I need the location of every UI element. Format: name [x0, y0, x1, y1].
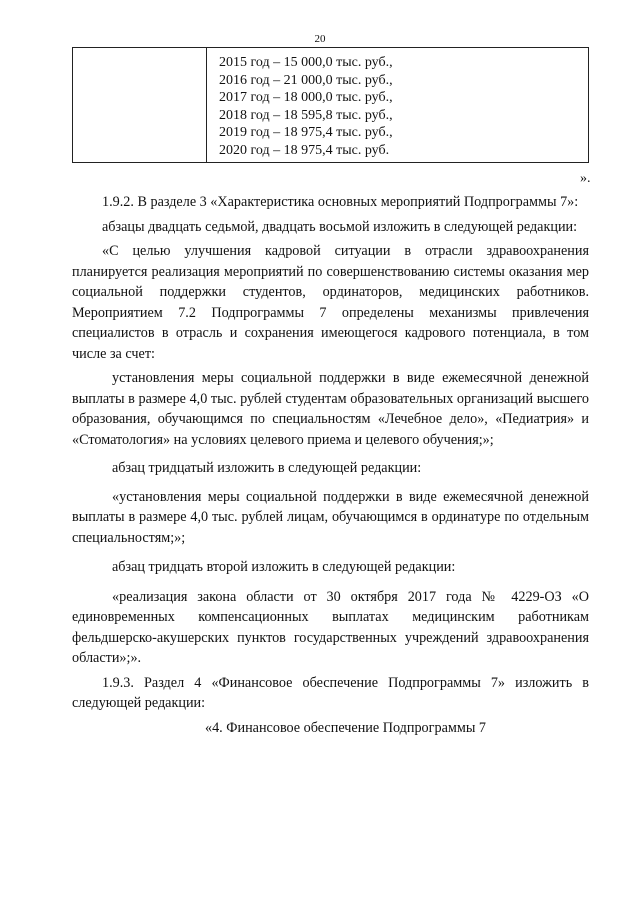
table-column-divider [206, 48, 207, 162]
paragraph-student-support: установления меры социальной поддержки в виде ежемесячной денежной выплаты в размере 4,0 тыс. рублей студентам образовательных организаций высшего образования, обучающимся по специальностям «Лечебное дело», «Педиатрия» и «Стоматология» на условиях целевого приема и целевого обучения;»; [72, 370, 589, 448]
paragraph-quote-staffing: «С целью улучшения кадровой ситуации в отрасли здравоохранения планируется реализация мероприятий по совершенствованию системы оказания мер социальной поддержки студентов, ординаторов, медицинских работников. Мероприятием 7.2 Подпрограммы 7 определены механизмы привлечения специалистов в отрасль и сохранения имеющегося кадрового потенциала, в том числе за счет: [72, 243, 589, 362]
paragraph-amend-32: абзац тридцать второй изложить в следующей редакции: [112, 559, 456, 575]
paragraph-1-9-3: 1.9.3. Раздел 4 «Финансовое обеспечение Подпрограммы 7» изложить в следующей редакции: [72, 674, 589, 711]
funding-cell [219, 54, 580, 160]
funding-line-2016: 2016 год – 21 000,0 тыс. руб., [219, 72, 393, 88]
funding-line-2015: 2015 год – 15 000,0 тыс. руб., [219, 55, 393, 70]
paragraph-resident-support: «установления меры социальной поддержки в виде ежемесячной денежной выплаты в размере 4,0 тыс. рублей лицам, обучающимся в ординатуре по отдельным специальностям;»; [72, 488, 589, 546]
page-number: 20 [314, 33, 326, 45]
funding-line-2017: 2017 год – 18 000,0 тыс. руб., [219, 90, 393, 106]
paragraph-amend-27-28: абзацы двадцать седьмой, двадцать восьмой изложить в следующей редакции: [102, 218, 578, 235]
funding-table [72, 47, 589, 163]
paragraph-1-9-2: 1.9.2. В разделе 3 «Характеристика основных мероприятий Подпрограммы 7»: [102, 194, 579, 210]
funding-line-2019: 2019 год – 18 975,4 тыс. руб., [219, 125, 393, 141]
funding-line-2018: 2018 год – 18 595,8 тыс. руб., [219, 107, 393, 123]
paragraph-law-4229: «реализация закона области от 30 октября 2017 года № 4229-ОЗ «О единовременных компенсационных выплатах медицинским работникам фельдшерско-акушерских пунктов государственных учреждений здравоохранения области»;». [72, 588, 589, 666]
closing-quote: ». [580, 171, 591, 186]
section-4-heading: «4. Финансовое обеспечение Подпрограммы 7 [204, 719, 486, 736]
body-text [72, 192, 589, 738]
funding-line-2020: 2020 год – 18 975,4 тыс. руб. [219, 142, 390, 158]
paragraph-amend-30: абзац тридцатый изложить в следующей редакции: [112, 460, 422, 476]
